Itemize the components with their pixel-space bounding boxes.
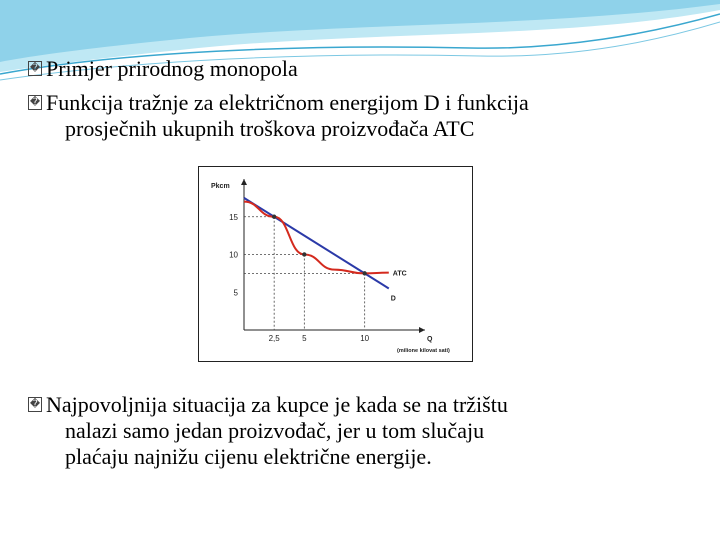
x-axis-label: Q bbox=[427, 336, 433, 343]
series-label-d: D bbox=[390, 295, 396, 303]
x-tick-label: 10 bbox=[360, 334, 370, 343]
y-tick-label: 10 bbox=[229, 250, 238, 260]
x-axis-sublabel: (milione kilovat sati) bbox=[397, 348, 450, 354]
y-tick-label: 15 bbox=[229, 212, 238, 222]
bullet-text-1: Primjer prirodnog monopola bbox=[46, 56, 298, 81]
y-tick-label: 5 bbox=[233, 288, 238, 298]
y-axis-label: Pkcm bbox=[211, 183, 230, 190]
bullet-icon: � bbox=[29, 63, 41, 74]
data-point-2 bbox=[302, 252, 306, 256]
bullet-text-3-line-1: Najpovoljnija situacija za kupce je kada se na tržištu bbox=[46, 392, 508, 417]
bullet-text-2-line-1: Funkcija tražnje za električnom energijom D i funkcija bbox=[46, 90, 529, 115]
data-point-1 bbox=[272, 215, 276, 219]
bullet-icon: � bbox=[29, 97, 41, 108]
y-axis-arrow bbox=[241, 179, 247, 185]
x-tick-label: 5 bbox=[302, 334, 307, 343]
bullet-item-2 bbox=[29, 90, 706, 142]
bullet-item-3 bbox=[29, 392, 706, 470]
series-label-atc: ATC bbox=[392, 270, 407, 278]
monopoly-chart bbox=[199, 167, 474, 363]
bullet-text-3-line-2: nalazi samo jedan proizvođač, jer u tom slučaju bbox=[65, 418, 485, 443]
bullet-icon: � bbox=[29, 399, 41, 410]
bullet-item-1 bbox=[29, 56, 706, 82]
data-point-3 bbox=[362, 271, 366, 275]
chart-frame bbox=[198, 166, 473, 362]
x-axis-arrow bbox=[419, 327, 425, 333]
series-line-d bbox=[244, 198, 389, 289]
bullet-text-2-line-2: prosječnih ukupnih troškova proizvođača ATC bbox=[65, 116, 475, 141]
bullet-text-3-line-3: plaćaju najnižu cijenu električne energije. bbox=[65, 444, 432, 469]
x-tick-label: 2,5 bbox=[268, 334, 280, 343]
